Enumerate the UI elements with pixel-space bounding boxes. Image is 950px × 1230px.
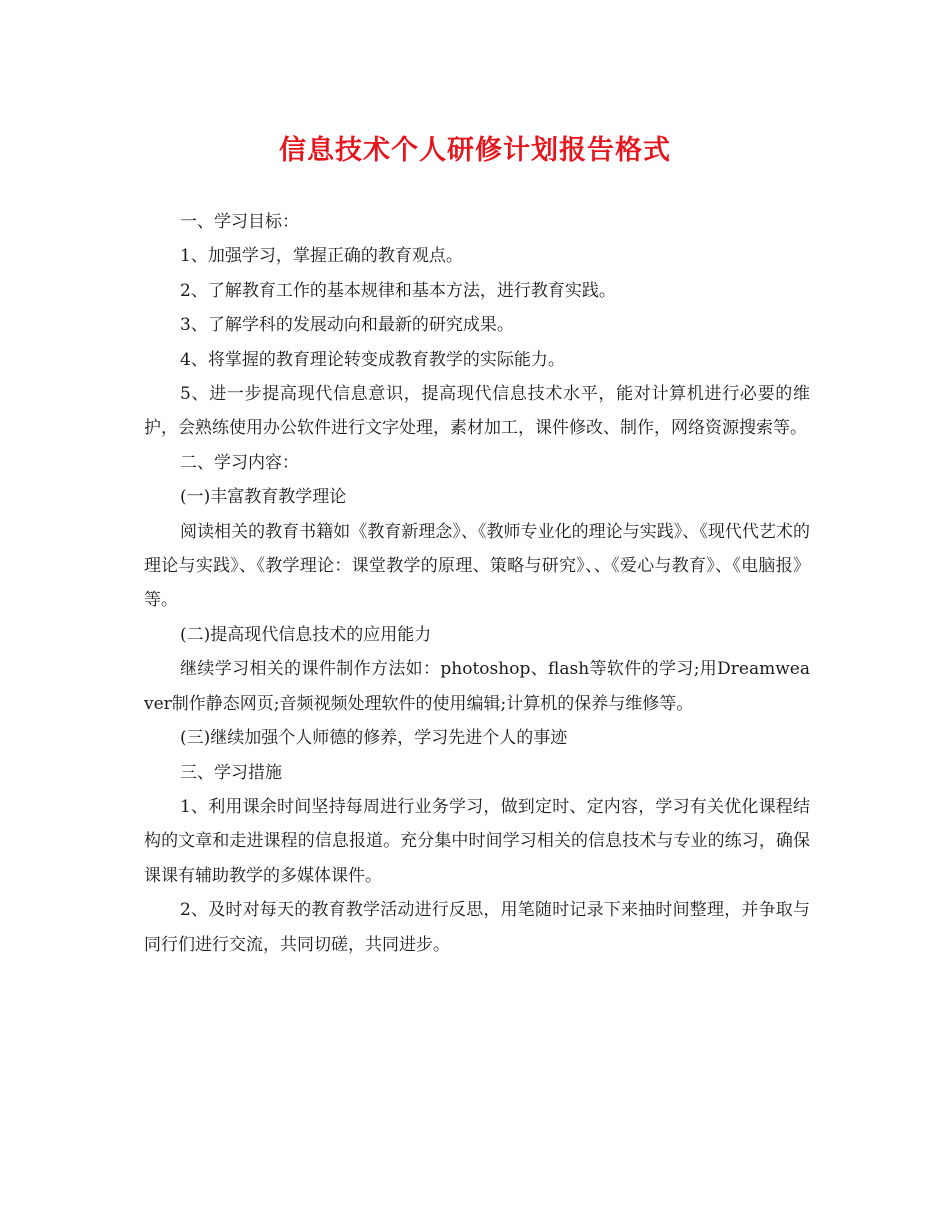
- paragraph-reading-list: 阅读相关的教育书籍如《教育新理念》、《教师专业化的理论与实践》、《现代代艺术的理论与实践》、《教学理论：课堂教学的原理、策略与研究》、、《爱心与教育》、《电脑报》等。: [144, 521, 810, 611]
- paragraph-software-learning: 继续学习相关的课件制作方法如：photoshop、flash等软件的学习;用Dreamweaver制作静态网页;音频视频处理软件的使用编辑;计算机的保养与维修等。: [144, 659, 810, 714]
- heading-learning-goals: 一、学习目标：: [180, 212, 299, 232]
- document-title: 信息技术个人研修计划报告格式: [279, 135, 671, 166]
- subheading-ethics: (三)继续加强个人师德的修养，学习先进个人的事迹: [180, 728, 568, 749]
- heading-learning-content: 二、学习内容：: [180, 452, 299, 473]
- goal-item-3: 3、了解学科的发展动向和最新的研究成果。: [180, 315, 514, 336]
- measure-item-1: 1、利用课余时间坚持每周进行业务学习，做到定时、定内容，学习有关优化课程结构的文章和走进课程的信息报道。充分集中时间学习相关的信息技术与专业的练习，确保课课有辅助教学的多媒体课件。: [144, 796, 810, 886]
- document-body: [144, 205, 810, 962]
- goal-item-2: 2、了解教育工作的基本规律和基本方法，进行教育实践。: [180, 280, 616, 301]
- measure-item-2: 2、及时对每天的教育教学活动进行反思，用笔随时记录下来抽时间整理，并争取与同行们进行交流，共同切磋，共同进步。: [144, 900, 810, 955]
- goal-item-5: 5、进一步提高现代信息意识，提高现代信息技术水平，能对计算机进行必要的维护，会熟练使用办公软件进行文字处理，素材加工，课件修改、制作，网络资源搜索等。: [144, 384, 810, 439]
- subheading-theory: (一)丰富教育教学理论: [180, 487, 347, 508]
- goal-item-4: 4、将掌握的教育理论转变成教育教学的实际能力。: [180, 349, 565, 370]
- subheading-it-skills: (二)提高现代信息技术的应用能力: [180, 624, 432, 645]
- goal-item-1: 1、加强学习，掌握正确的教育观点。: [180, 246, 463, 267]
- heading-learning-measures: 三、学习措施: [180, 762, 282, 783]
